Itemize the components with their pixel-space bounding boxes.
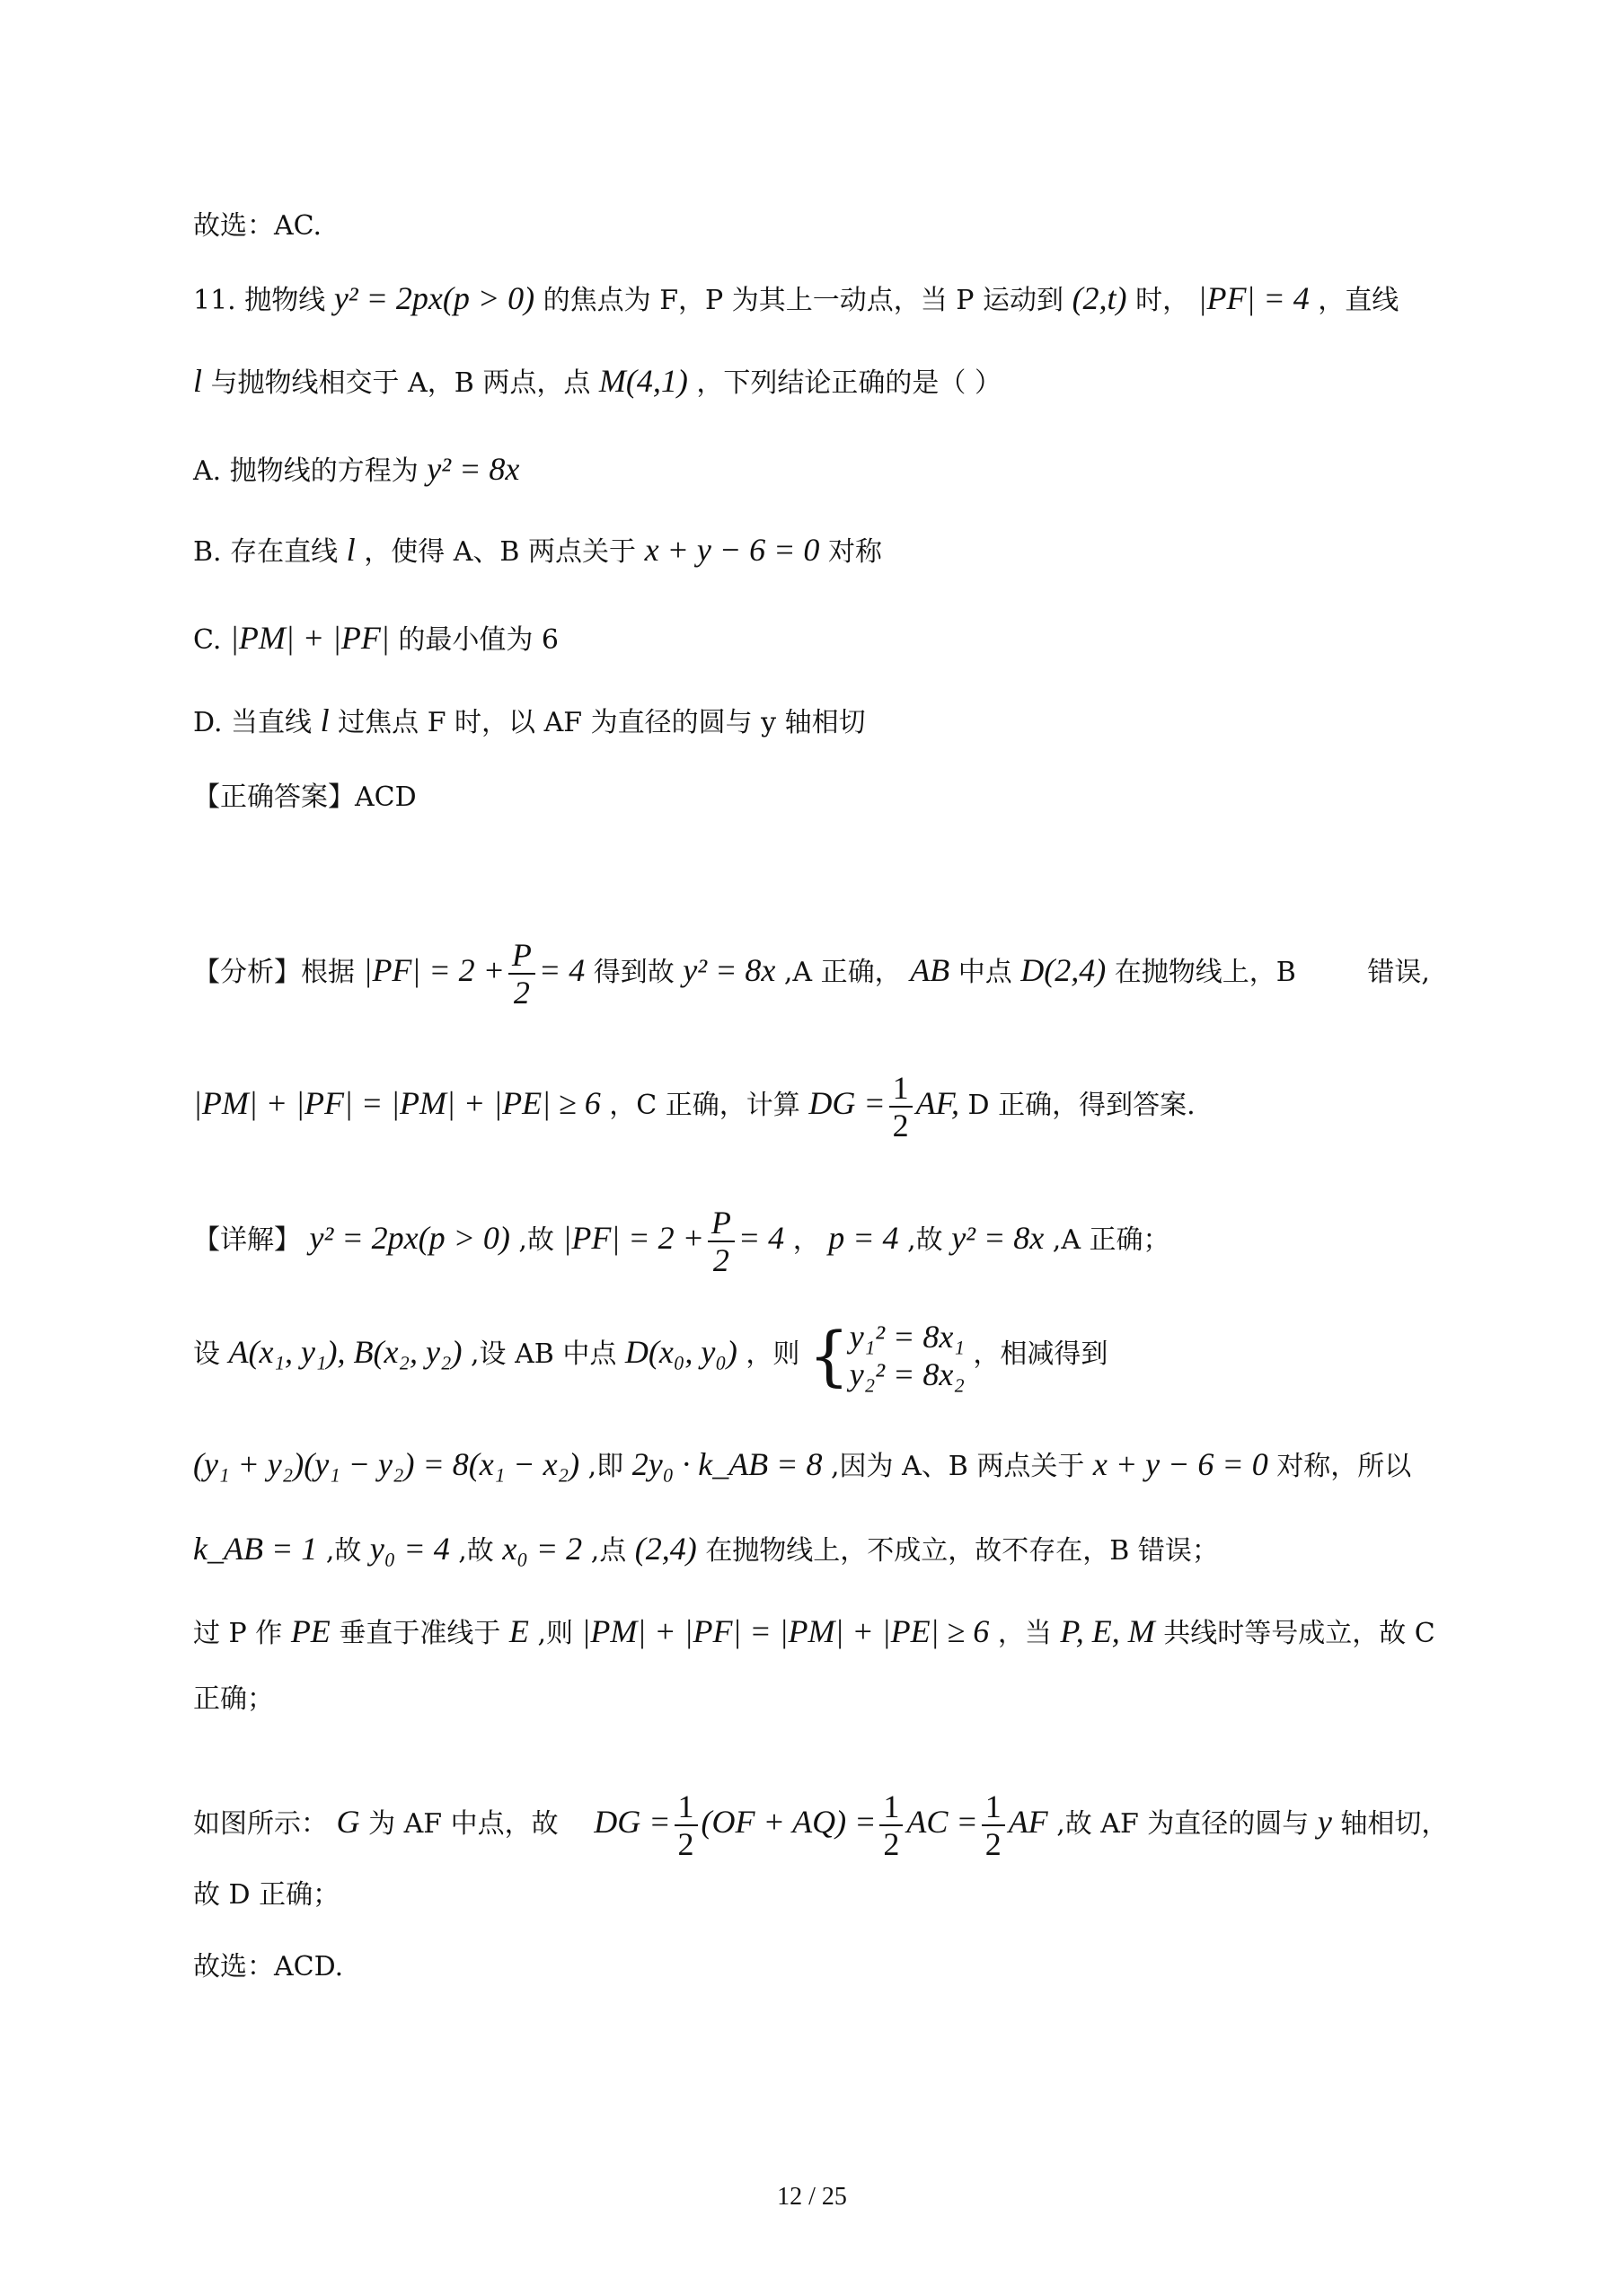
fraction-one-half xyxy=(889,1070,913,1144)
y0-value: y₀ = 4 xyxy=(369,1531,450,1567)
parabola-equation: y² = 8x xyxy=(951,1220,1045,1256)
equation-system xyxy=(850,1318,965,1393)
denominator: 2 xyxy=(984,1826,1002,1862)
pf-result: = 4 xyxy=(538,952,586,988)
question-text: ，下列结论正确的是（ ） xyxy=(696,367,1002,399)
dg-result: AF, xyxy=(915,1085,959,1121)
line-l-symbol: l xyxy=(193,363,203,399)
page-number: 12 / 25 xyxy=(777,2183,847,2211)
option-a xyxy=(193,451,1451,490)
detail-line-5 xyxy=(193,1613,1451,1652)
parabola-equation: y² = 2px(p > 0) xyxy=(309,1220,510,1256)
points-a-b: A(x₁, y₁), B(x₂, y₂) xyxy=(228,1334,463,1370)
fraction-p-over-2 xyxy=(708,1205,735,1278)
detail-line-2 xyxy=(193,1311,1451,1395)
pf-expression: |PF| = 2 + xyxy=(562,1220,704,1256)
detail-text: ,故 xyxy=(325,1535,362,1567)
detail-heading: 【详解】 xyxy=(193,1224,301,1256)
detail-line-9: 故选：ACD. xyxy=(193,1951,344,1983)
pm-pf-inequality: |PM| + |PF| = |PM| + |PE| ≥ 6 xyxy=(193,1085,601,1121)
point-g: G xyxy=(336,1804,360,1840)
option-text: ，使得 A、B 两点关于 xyxy=(364,536,637,568)
detail-text: ,则 xyxy=(537,1618,573,1649)
parabola-equation: y² = 2px(p > 0) xyxy=(333,280,535,316)
parabola-equation: y² = 8x xyxy=(683,952,776,988)
pf-result: = 4 xyxy=(737,1220,785,1256)
detail-text: 如图所示： xyxy=(193,1808,328,1840)
option-a-equation: y² = 8x xyxy=(427,451,520,487)
system-equation-1: y₁² = 8x₁ xyxy=(849,1319,965,1355)
detail-line-6: 正确； xyxy=(193,1683,274,1715)
af-symbol: AF xyxy=(1008,1804,1048,1840)
detail-text: 为 AF 中点，故 xyxy=(368,1808,559,1840)
detail-text: ，相减得到 xyxy=(973,1338,1108,1370)
analysis-text: 中点 xyxy=(958,957,1012,988)
analysis-text: D 正确，得到答案. xyxy=(967,1090,1196,1121)
detail-text: ， xyxy=(792,1224,820,1256)
pf-expression: |PF| = 2 + xyxy=(363,952,505,988)
p-value: p = 4 xyxy=(828,1220,899,1256)
point-d: D(x₀, y₀) xyxy=(624,1334,737,1370)
question-line-1 xyxy=(193,280,1451,319)
detail-text: ,A 正确； xyxy=(1052,1224,1170,1256)
line-l-symbol: l xyxy=(346,532,356,568)
option-c-expression: |PM| + |PF| xyxy=(229,620,390,656)
denominator: 2 xyxy=(892,1108,909,1144)
slope-value: k_AB = 1 xyxy=(193,1531,318,1567)
detail-text: ,因为 A、B 两点关于 xyxy=(831,1451,1085,1482)
option-label: C. xyxy=(193,624,222,656)
point-m: M(4,1) xyxy=(598,363,688,399)
segment-ab: AB xyxy=(910,952,950,988)
question-text: ，直线 xyxy=(1318,285,1399,316)
dg-expression: DG = xyxy=(808,1085,886,1121)
detail-text: 共线时等号成立，故 C xyxy=(1163,1618,1435,1649)
slope-equation: 2y₀ · k_AB = 8 xyxy=(631,1446,823,1482)
numerator: P xyxy=(508,937,535,975)
option-label: A. 抛物线的方程为 xyxy=(193,455,419,487)
fraction-one-half xyxy=(982,1788,1005,1862)
correct-answer: 【正确答案】ACD xyxy=(193,782,417,813)
detail-text: ,设 AB 中点 xyxy=(471,1338,617,1370)
analysis-text: ，C 正确，计算 xyxy=(609,1090,800,1121)
analysis-line-2 xyxy=(193,1067,1451,1144)
fraction-one-half xyxy=(675,1788,698,1862)
detail-text: 垂直于准线于 xyxy=(339,1618,501,1649)
pm-pf-inequality: |PM| + |PF| = |PM| + |PE| ≥ 6 xyxy=(581,1613,990,1649)
detail-line-1 xyxy=(193,1202,1451,1278)
question-text: 抛物线 xyxy=(244,285,326,316)
point-e: E xyxy=(508,1613,529,1649)
detail-text: ,故 xyxy=(458,1535,494,1567)
detail-text: ，当 xyxy=(997,1618,1052,1649)
system-brace: { xyxy=(808,1318,850,1393)
analysis-line-1 xyxy=(193,934,1451,1011)
point-d: D(2,4) xyxy=(1020,952,1107,988)
detail-line-3 xyxy=(193,1446,1451,1485)
denominator: 2 xyxy=(883,1826,900,1862)
point-2-4: (2,4) xyxy=(634,1531,697,1567)
option-text: 过焦点 F 时，以 AF 为直径的圆与 y 轴相切 xyxy=(338,707,866,738)
option-c xyxy=(193,620,1451,658)
numerator: 1 xyxy=(879,1788,903,1826)
question-text: 与抛物线相交于 A，B 两点，点 xyxy=(210,367,591,399)
numerator: 1 xyxy=(982,1788,1005,1826)
pf-equals-4: |PF| = 4 xyxy=(1197,280,1310,316)
ac-expression: AC = xyxy=(906,1804,978,1840)
analysis-text: 在抛物线上，B xyxy=(1114,957,1296,988)
line-l-symbol: l xyxy=(320,702,330,738)
denominator: 2 xyxy=(513,975,530,1011)
symmetry-line-equation: x + y − 6 = 0 xyxy=(1092,1446,1268,1482)
numerator: P xyxy=(708,1205,735,1242)
denominator: 2 xyxy=(712,1242,729,1278)
detail-text: ,故 xyxy=(518,1224,554,1256)
analysis-text: 错误, xyxy=(1367,957,1430,988)
detail-line-4 xyxy=(193,1531,1451,1569)
analysis-heading: 【分析】根据 xyxy=(193,957,355,988)
analysis-text: 得到故 xyxy=(593,957,675,988)
points-p-e-m: P, E, M xyxy=(1060,1613,1155,1649)
option-text: 对称 xyxy=(827,536,882,568)
numerator: 1 xyxy=(675,1788,698,1826)
segment-pe: PE xyxy=(290,1613,331,1649)
detail-text: 设 xyxy=(193,1338,220,1370)
detail-text: 在抛物线上，不成立，故不存在，B 错误； xyxy=(705,1535,1219,1567)
detail-text: ,点 xyxy=(590,1535,627,1567)
option-label: B. 存在直线 xyxy=(193,536,339,568)
detail-text: ，则 xyxy=(746,1338,800,1370)
question-text: 的焦点为 F，P 为其上一动点，当 P 运动到 xyxy=(543,285,1064,316)
option-b-equation: x + y − 6 = 0 xyxy=(644,532,820,568)
analysis-text: ,A 正确， xyxy=(783,957,902,988)
option-d xyxy=(193,702,1451,741)
detail-line-8: 故 D 正确； xyxy=(193,1879,340,1911)
detail-text: 轴相切， xyxy=(1340,1808,1449,1840)
detail-text: 过 P 作 xyxy=(193,1618,283,1649)
option-text: 的最小值为 6 xyxy=(398,624,559,656)
of-aq-expression: (OF + AQ) = xyxy=(701,1804,877,1840)
question-text: 时， xyxy=(1135,285,1190,316)
detail-text: ,即 xyxy=(587,1451,624,1482)
difference-equation: (y₁ + y₂)(y₁ − y₂) = 8(x₁ − x₂) xyxy=(193,1446,580,1482)
dg-expression: DG = xyxy=(594,1804,671,1840)
fraction-p-over-2 xyxy=(508,937,535,1011)
question-number: 11. xyxy=(193,285,236,316)
fraction-one-half xyxy=(879,1788,903,1862)
denominator: 2 xyxy=(677,1826,694,1862)
detail-text: ,故 AF 为直径的圆与 xyxy=(1056,1808,1310,1840)
detail-line-7 xyxy=(193,1786,1451,1862)
detail-text: 对称，所以 xyxy=(1276,1451,1412,1482)
option-b xyxy=(193,532,1451,570)
system-equation-2: y₂² = 8x₂ xyxy=(849,1356,965,1392)
question-line-2 xyxy=(193,363,1451,402)
point-2t: (2,t) xyxy=(1072,280,1127,316)
numerator: 1 xyxy=(889,1070,913,1108)
y-axis-symbol: y xyxy=(1317,1804,1332,1840)
detail-text: ,故 xyxy=(907,1224,943,1256)
option-label: D. 当直线 xyxy=(193,707,313,738)
prev-answer: 故选：AC. xyxy=(193,210,322,242)
x0-value: x₀ = 2 xyxy=(502,1531,583,1567)
